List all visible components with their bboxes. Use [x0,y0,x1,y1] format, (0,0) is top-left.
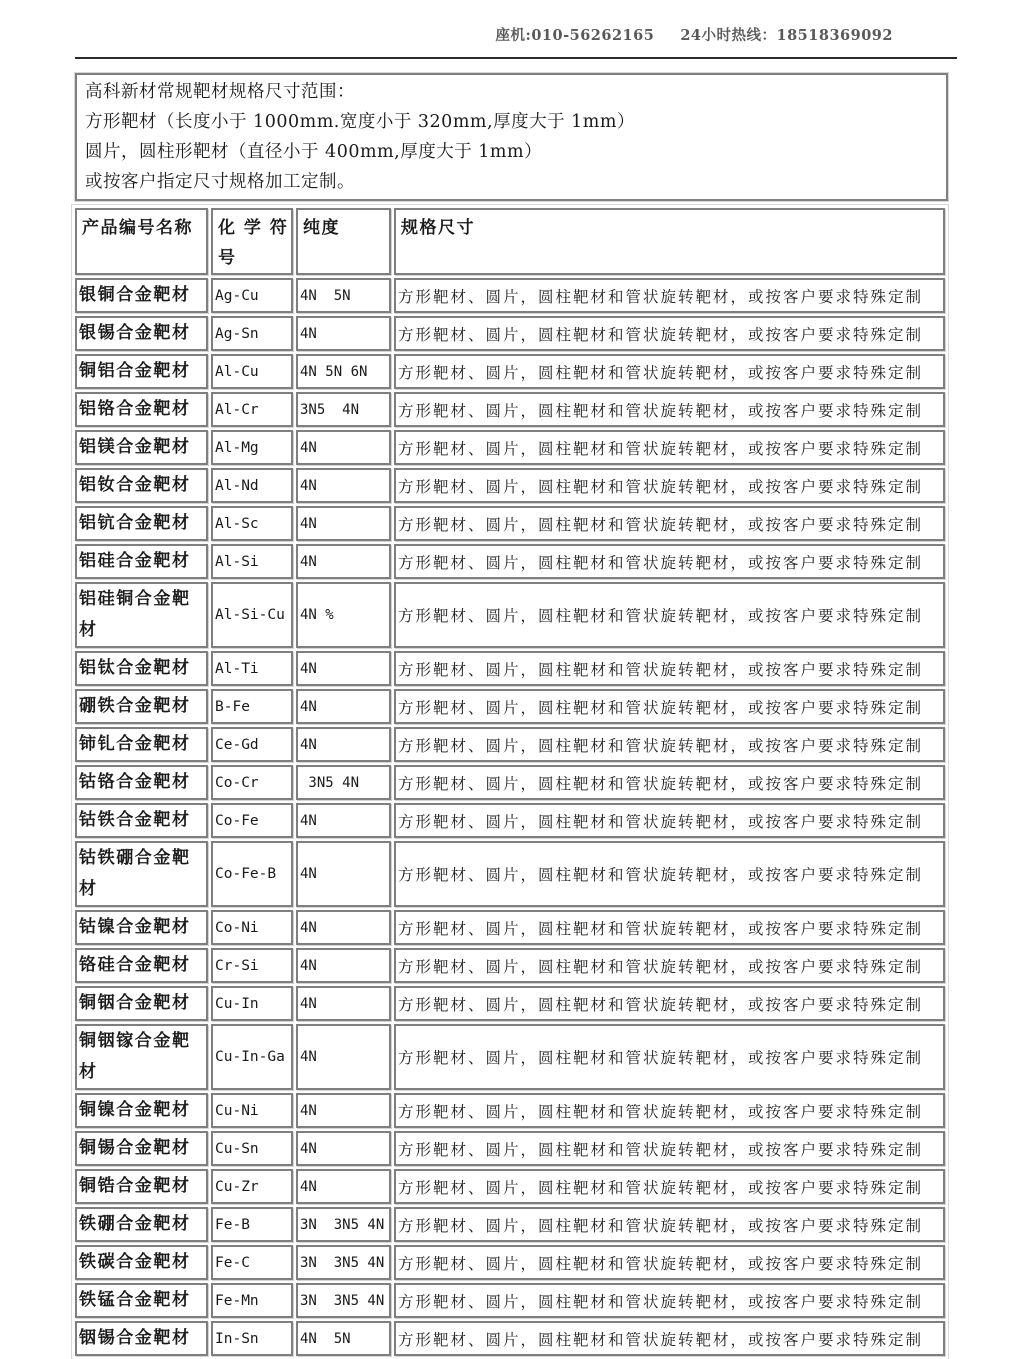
spec-size-cell: 方形靶材、圆片，圆柱靶材和管状旋转靶材，或按客户要求特殊定制 [394,1169,945,1204]
col-header-chemical-symbol: 化 学 符号 [211,208,293,275]
product-name-cell: 铜铟合金靶材 [75,986,208,1021]
table-row [75,727,945,762]
product-name-cell: 硼铁合金靶材 [75,689,208,724]
product-name-cell: 铜锡合金靶材 [75,1131,208,1166]
spec-size-cell: 方形靶材、圆片，圆柱靶材和管状旋转靶材，或按客户要求特殊定制 [394,1093,945,1128]
intro-box [75,73,948,201]
chemical-symbol-cell: Al-Si-Cu [211,582,293,648]
purity-cell: 3N 3N5 4N [296,1283,391,1318]
product-name-cell: 铜锆合金靶材 [75,1169,208,1204]
product-name-cell: 钴镍合金靶材 [75,910,208,945]
chemical-symbol-cell: Cu-Ni [211,1093,293,1128]
spec-size-cell: 方形靶材、圆片，圆柱靶材和管状旋转靶材，或按客户要求特殊定制 [394,392,945,427]
purity-cell: 4N [296,1169,391,1204]
spec-size-cell: 方形靶材、圆片，圆柱靶材和管状旋转靶材，或按客户要求特殊定制 [394,803,945,838]
product-name-cell: 铬硅合金靶材 [75,948,208,983]
product-name-cell: 钴铁合金靶材 [75,803,208,838]
spec-size-cell: 方形靶材、圆片，圆柱靶材和管状旋转靶材，或按客户要求特殊定制 [394,1321,945,1356]
spec-size-cell: 方形靶材、圆片，圆柱靶材和管状旋转靶材，或按客户要求特殊定制 [394,1024,945,1090]
purity-cell: 4N % [296,582,391,648]
table-row [75,910,945,945]
purity-cell: 3N5 4N [296,392,391,427]
purity-cell: 4N [296,910,391,945]
table-row [75,1093,945,1128]
spec-size-cell: 方形靶材、圆片，圆柱靶材和管状旋转靶材，或按客户要求特殊定制 [394,468,945,503]
target-spec-table [72,205,948,1359]
product-name-cell: 铝钪合金靶材 [75,506,208,541]
chemical-symbol-cell: Ag-Cu [211,278,293,313]
product-name-cell: 铝硅铜合金靶材 [75,582,208,648]
purity-cell: 4N 5N 6N [296,354,391,389]
table-row [75,1024,945,1090]
table-row [75,506,945,541]
table-row [75,392,945,427]
spec-size-cell: 方形靶材、圆片，圆柱靶材和管状旋转靶材，或按客户要求特殊定制 [394,841,945,907]
table-row [75,765,945,800]
chemical-symbol-cell: Al-Ti [211,651,293,686]
table-header-row [75,208,945,275]
contact-header [0,0,1024,51]
spec-size-cell: 方形靶材、圆片，圆柱靶材和管状旋转靶材，或按客户要求特殊定制 [394,506,945,541]
table-row [75,803,945,838]
spec-size-cell: 方形靶材、圆片，圆柱靶材和管状旋转靶材，或按客户要求特殊定制 [394,765,945,800]
product-name-cell: 铈钆合金靶材 [75,727,208,762]
chemical-symbol-cell: B-Fe [211,689,293,724]
table-row [75,278,945,313]
chemical-symbol-cell: Co-Ni [211,910,293,945]
chemical-symbol-cell: Fe-Mn [211,1283,293,1318]
product-name-cell: 铁硼合金靶材 [75,1207,208,1242]
col-header-purity: 纯度 [296,208,391,275]
chemical-symbol-cell: Al-Sc [211,506,293,541]
product-name-cell: 铝硅合金靶材 [75,544,208,579]
table-row [75,1283,945,1318]
purity-cell: 4N [296,986,391,1021]
table-row [75,948,945,983]
spec-size-cell: 方形靶材、圆片，圆柱靶材和管状旋转靶材，或按客户要求特殊定制 [394,948,945,983]
header-divider [75,57,957,59]
product-name-cell: 铜铟镓合金靶材 [75,1024,208,1090]
spec-size-cell: 方形靶材、圆片，圆柱靶材和管状旋转靶材，或按客户要求特殊定制 [394,278,945,313]
product-name-cell: 铝钕合金靶材 [75,468,208,503]
purity-cell: 4N [296,430,391,465]
chemical-symbol-cell: Cu-In [211,986,293,1021]
spec-size-cell: 方形靶材、圆片，圆柱靶材和管状旋转靶材，或按客户要求特殊定制 [394,910,945,945]
product-name-cell: 钴铬合金靶材 [75,765,208,800]
product-name-cell: 铜镍合金靶材 [75,1093,208,1128]
table-row [75,354,945,389]
product-name-cell: 铁碳合金靶材 [75,1245,208,1280]
table-row [75,689,945,724]
product-name-cell: 银锡合金靶材 [75,316,208,351]
chemical-symbol-cell: Al-Nd [211,468,293,503]
chemical-symbol-cell: Al-Si [211,544,293,579]
intro-line-round-target: 圆片，圆柱形靶材（直径小于 400mm,厚度大于 1mm） [85,142,543,162]
purity-cell: 4N 5N [296,278,391,313]
spec-size-cell: 方形靶材、圆片，圆柱靶材和管状旋转靶材，或按客户要求特殊定制 [394,1245,945,1280]
chemical-symbol-cell: Cr-Si [211,948,293,983]
spec-size-cell: 方形靶材、圆片，圆柱靶材和管状旋转靶材，或按客户要求特殊定制 [394,727,945,762]
purity-cell: 4N [296,689,391,724]
col-header-product-name: 产品编号名称 [75,208,208,275]
table-row [75,651,945,686]
chemical-symbol-cell: Cu-In-Ga [211,1024,293,1090]
chemical-symbol-cell: Cu-Sn [211,1131,293,1166]
table-row [75,986,945,1021]
intro-line-custom: 或按客户指定尺寸规格加工定制。 [85,172,355,192]
product-name-cell: 铁锰合金靶材 [75,1283,208,1318]
table-row [75,316,945,351]
hotline-label: 24小时热线：18518369092 [680,27,893,44]
purity-cell: 4N [296,948,391,983]
chemical-symbol-cell: Co-Cr [211,765,293,800]
purity-cell: 4N [296,506,391,541]
purity-cell: 4N [296,803,391,838]
spec-size-cell: 方形靶材、圆片，圆柱靶材和管状旋转靶材，或按客户要求特殊定制 [394,316,945,351]
table-row [75,430,945,465]
purity-cell: 4N [296,1131,391,1166]
chemical-symbol-cell: Ce-Gd [211,727,293,762]
table-row [75,841,945,907]
purity-cell: 4N [296,544,391,579]
purity-cell: 4N [296,841,391,907]
spec-size-cell: 方形靶材、圆片，圆柱靶材和管状旋转靶材，或按客户要求特殊定制 [394,1283,945,1318]
purity-cell: 4N [296,468,391,503]
purity-cell: 4N [296,651,391,686]
spec-size-cell: 方形靶材、圆片，圆柱靶材和管状旋转靶材，或按客户要求特殊定制 [394,544,945,579]
chemical-symbol-cell: Al-Cr [211,392,293,427]
table-row [75,468,945,503]
chemical-symbol-cell: Al-Mg [211,430,293,465]
table-row [75,582,945,648]
table-row [75,1321,945,1356]
table-row [75,1207,945,1242]
product-name-cell: 铝镁合金靶材 [75,430,208,465]
phone-label: 座机:010-56262165 [495,27,655,44]
purity-cell: 4N [296,1093,391,1128]
chemical-symbol-cell: Fe-B [211,1207,293,1242]
chemical-symbol-cell: Cu-Zr [211,1169,293,1204]
purity-cell: 4N [296,316,391,351]
product-name-cell: 铜铝合金靶材 [75,354,208,389]
product-name-cell: 铟锡合金靶材 [75,1321,208,1356]
chemical-symbol-cell: Co-Fe [211,803,293,838]
chemical-symbol-cell: Co-Fe-B [211,841,293,907]
spec-size-cell: 方形靶材、圆片，圆柱靶材和管状旋转靶材，或按客户要求特殊定制 [394,430,945,465]
product-name-cell: 铝铬合金靶材 [75,392,208,427]
intro-line-title: 高科新材常规靶材规格尺寸范围： [85,82,355,102]
purity-cell: 3N5 4N [296,765,391,800]
spec-size-cell: 方形靶材、圆片，圆柱靶材和管状旋转靶材，或按客户要求特殊定制 [394,1131,945,1166]
chemical-symbol-cell: In-Sn [211,1321,293,1356]
chemical-symbol-cell: Al-Cu [211,354,293,389]
col-header-spec-size: 规格尺寸 [394,208,945,275]
intro-line-square-target: 方形靶材（长度小于 1000mm.宽度小于 320mm,厚度大于 1mm） [85,112,635,132]
spec-size-cell: 方形靶材、圆片，圆柱靶材和管状旋转靶材，或按客户要求特殊定制 [394,582,945,648]
table-row [75,544,945,579]
table-row [75,1245,945,1280]
spec-size-cell: 方形靶材、圆片，圆柱靶材和管状旋转靶材，或按客户要求特殊定制 [394,986,945,1021]
chemical-symbol-cell: Fe-C [211,1245,293,1280]
spec-size-cell: 方形靶材、圆片，圆柱靶材和管状旋转靶材，或按客户要求特殊定制 [394,689,945,724]
chemical-symbol-cell: Ag-Sn [211,316,293,351]
purity-cell: 4N [296,727,391,762]
table-row [75,1131,945,1166]
product-name-cell: 银铜合金靶材 [75,278,208,313]
product-name-cell: 铝钛合金靶材 [75,651,208,686]
spec-size-cell: 方形靶材、圆片，圆柱靶材和管状旋转靶材，或按客户要求特殊定制 [394,1207,945,1242]
purity-cell: 4N [296,1024,391,1090]
purity-cell: 3N 3N5 4N [296,1245,391,1280]
table-row [75,1169,945,1204]
purity-cell: 3N 3N5 4N [296,1207,391,1242]
product-name-cell: 钴铁硼合金靶材 [75,841,208,907]
spec-size-cell: 方形靶材、圆片，圆柱靶材和管状旋转靶材，或按客户要求特殊定制 [394,354,945,389]
purity-cell: 4N 5N [296,1321,391,1356]
spec-size-cell: 方形靶材、圆片，圆柱靶材和管状旋转靶材，或按客户要求特殊定制 [394,651,945,686]
